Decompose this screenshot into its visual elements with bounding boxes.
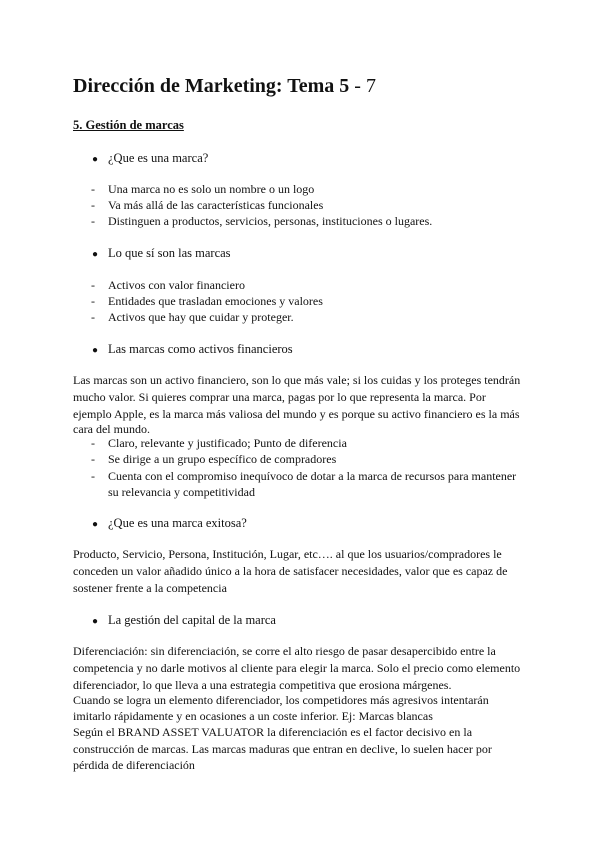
paragraph-line: ejemplo Apple, es la marca más valiosa del mundo y es porque su activo financiero es la más (73, 407, 520, 421)
bullet-question: ● La gestión del capital de la marca (92, 612, 276, 630)
title-separator: - (354, 75, 361, 97)
paragraph-line: mucho valor. Si quieres comprar una marca, pagas por lo que representa la marca. Por (73, 390, 486, 404)
bullet-question: ● ¿Que es una marca? (92, 150, 208, 168)
paragraph-line: Cuando se logra un elemento diferenciador, los competidores más agresivos intentarán (73, 693, 489, 707)
paragraph-line: construcción de marcas. Las marcas maduras que entran en declive, lo suelen hacer por (73, 742, 492, 756)
paragraph-line: Diferenciación: sin diferenciación, se corre el alto riesgo de pasar desapercibido entre la (73, 644, 496, 658)
list-item: - Claro, relevante y justificado; Punto de diferencia (91, 436, 347, 450)
bullet-question: ● Lo que sí son las marcas (92, 245, 231, 263)
list-item: - Va más allá de las características funcionales (91, 198, 324, 212)
bullet-dot-icon: ● (92, 616, 99, 627)
list-item: - Distinguen a productos, servicios, personas, instituciones o lugares. (91, 214, 433, 228)
list-item: - Una marca no es solo un nombre o un logo (91, 182, 315, 196)
section-heading: 5. Gestión de marcas (73, 118, 184, 132)
bullet-dot-icon: ● (92, 154, 99, 165)
paragraph-line: cara del mundo. (73, 422, 150, 436)
title-main: Dirección de Marketing: Tema 5 (73, 75, 350, 97)
paragraph-line: Según el BRAND ASSET VALUATOR la diferenciación es el factor decisivo en la (73, 725, 473, 739)
bullet-dot-icon: ● (92, 345, 99, 356)
paragraph-line: competencia y no darle motivos al cliente para elegir la marca. Solo el precio como elemento (73, 661, 521, 675)
paragraph-line: conceden un valor añadido único a la hora de satisfacer necesidades, valor que es capaz de (73, 564, 508, 578)
title-number: 7 (365, 75, 376, 97)
paragraph-line: sostener frente a la competencia (73, 581, 227, 595)
bullet-question: ● ¿Que es una marca exitosa? (92, 515, 247, 533)
bullet-dot-icon: ● (92, 249, 99, 260)
bullet-dot-icon: ● (92, 519, 99, 530)
list-item: - Activos que hay que cuidar y proteger. (91, 310, 294, 324)
list-item-continuation: su relevancia y competitividad (108, 485, 255, 499)
list-item: - Activos con valor financiero (91, 278, 245, 292)
page-title (73, 73, 376, 99)
paragraph-line: pérdida de diferenciación (73, 758, 195, 772)
paragraph-line: Las marcas son un activo financiero, son lo que más vale; si los cuidas y los proteges tendrán (73, 373, 521, 387)
paragraph-line: imitarlo rápidamente y en ocasiones a un coste inferior. Ej: Marcas blancas (73, 709, 433, 723)
list-item: - Se dirige a un grupo específico de compradores (91, 452, 337, 466)
paragraph-line: diferenciador, lo que lleva a una estrategia competitiva que erosiona márgenes. (73, 678, 452, 692)
list-item: - Cuenta con el compromiso inequívoco de dotar a la marca de recursos para mantener (91, 469, 517, 483)
paragraph-line: Producto, Servicio, Persona, Institución, Lugar, etc…. al que los usuarios/compradores le (73, 547, 502, 561)
bullet-question: ● Las marcas como activos financieros (92, 341, 293, 359)
list-item: - Entidades que trasladan emociones y valores (91, 294, 323, 308)
